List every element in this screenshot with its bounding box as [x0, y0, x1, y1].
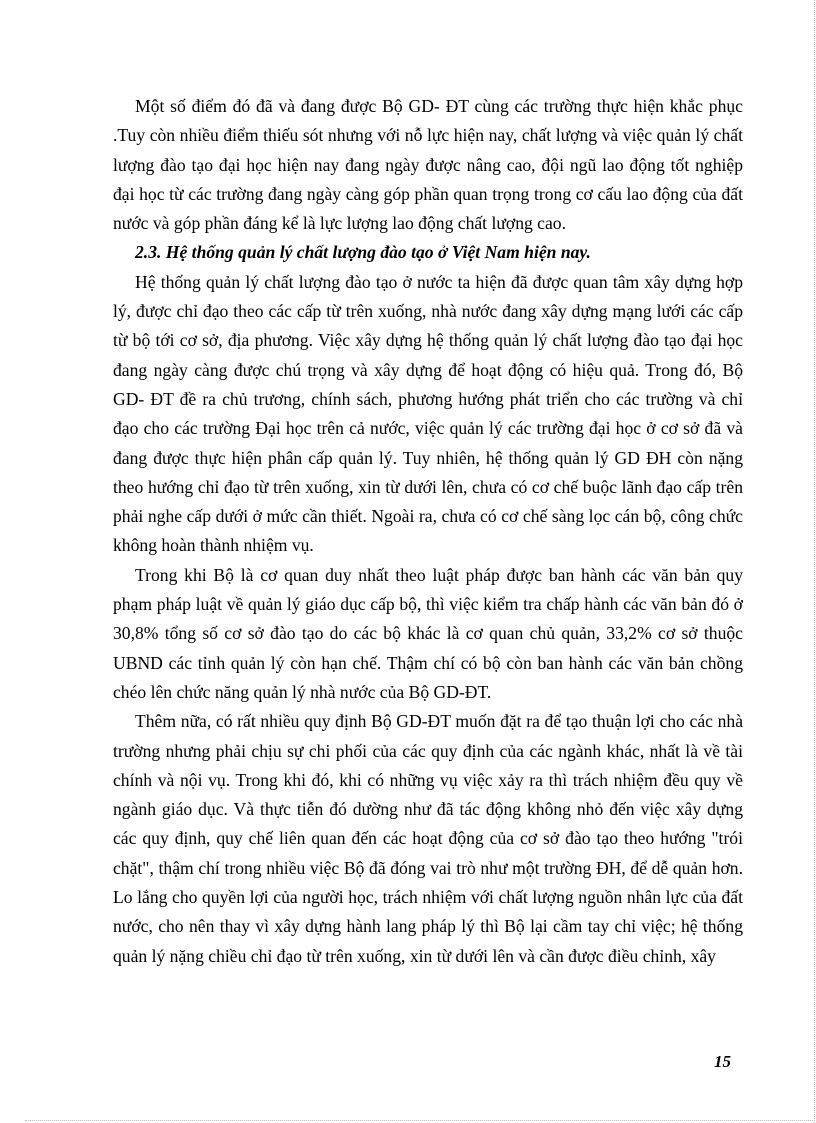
document-body [113, 92, 743, 971]
paragraph-regulations: Thêm nữa, có rất nhiều quy định Bộ GD-ĐT muốn đặt ra để tạo thuận lợi cho các nhà trường nhưng phải chịu sự chi phối của các quy định của các ngành khác, nhất là về tài chính và nội vụ. Trong khi đó, khi có những vụ việc xảy ra thì trách nhiệm đều quy về ngành giáo dục. Và thực tiễn đó dường như đã tác động không nhỏ đến việc xây dựng các quy định, quy chế liên quan đến các hoạt động của cơ sở đào tạo theo hướng "trói chặt", thậm chí trong nhiều việc Bộ đã đóng vai trò như một trường ĐH, để dễ quản hơn. Lo lắng cho quyền lợi của người học, trách nhiệm với chất lượng nguồn nhân lực của đất nước, cho nên thay vì xây dựng hành lang pháp lý thì Bộ lại cầm tay chỉ việc; hệ thống quản lý nặng chiều chỉ đạo từ trên xuống, xin từ dưới lên và cần được điều chỉnh, xây [113, 711, 743, 966]
page-number: 15 [714, 1052, 731, 1071]
paragraph-ministry-authority: Trong khi Bộ là cơ quan duy nhất theo luật pháp được ban hành các văn bản quy phạm pháp luật về quản lý giáo dục cấp bộ, thì việc kiểm tra chấp hành các văn bản đó ở 30,8% tổng số cơ sở đào tạo do các bộ khác là cơ quan chủ quản, 33,2% cơ sở thuộc UBND các tỉnh quản lý còn hạn chế. Thậm chí có bộ còn ban hành các văn bản chồng chéo lên chức năng quản lý nhà nước của Bộ GD-ĐT. [113, 564, 743, 702]
page-bottom-edge [25, 1120, 815, 1121]
paragraph-system-overview: Hệ thống quản lý chất lượng đào tạo ở nước ta hiện đã được quan tâm xây dựng hợp lý, được chỉ đạo theo các cấp từ trên xuống, nhà nước đang xây dựng mạng lưới các cấp từ bộ tới cơ sở, địa phương. Việc xây dựng hệ thống quản lý chất lượng đào tạo đại học đang ngày càng được chú trọng và xây dựng để hoạt động có hiệu quả. Trong đó, Bộ GD- ĐT đề ra chủ trương, chính sách, phương hướng phát triển cho các trường và chỉ đạo cho các trường Đại học trên cả nước, việc quản lý các trường đại học ở cơ sở đã và đang được thực hiện phân cấp quản lý. Tuy nhiên, hệ thống quản lý GD ĐH còn nặng theo hướng chỉ đạo từ trên xuống, xin từ dưới lên, chưa có cơ chế buộc lãnh đạo cấp trên phải nghe cấp dưới ở mức cần thiết. Ngoài ra, chưa có cơ chế sàng lọc cán bộ, công chức không hoàn thành nhiệm vụ. [113, 271, 743, 556]
section-heading: 2.3. Hệ thống quản lý chất lượng đào tạo ở Việt Nam hiện nay. [135, 242, 591, 263]
page-right-edge [814, 0, 815, 1123]
paragraph-intro: Một số điểm đó đã và đang được Bộ GD- ĐT cùng các trường thực hiện khắc phục .Tuy còn nhiều điểm thiếu sót nhưng với nỗ lực hiện nay, chất lượng và việc quản lý chất lượng đào tạo đại học hiện nay đang ngày được nâng cao, đội ngũ lao động tốt nghiệp đại học từ các trường đang ngày càng góp phần quan trọng trong cơ cấu lao động của đất nước và góp phần đáng kể là lực lượng lao động chất lượng cao. [113, 96, 743, 234]
